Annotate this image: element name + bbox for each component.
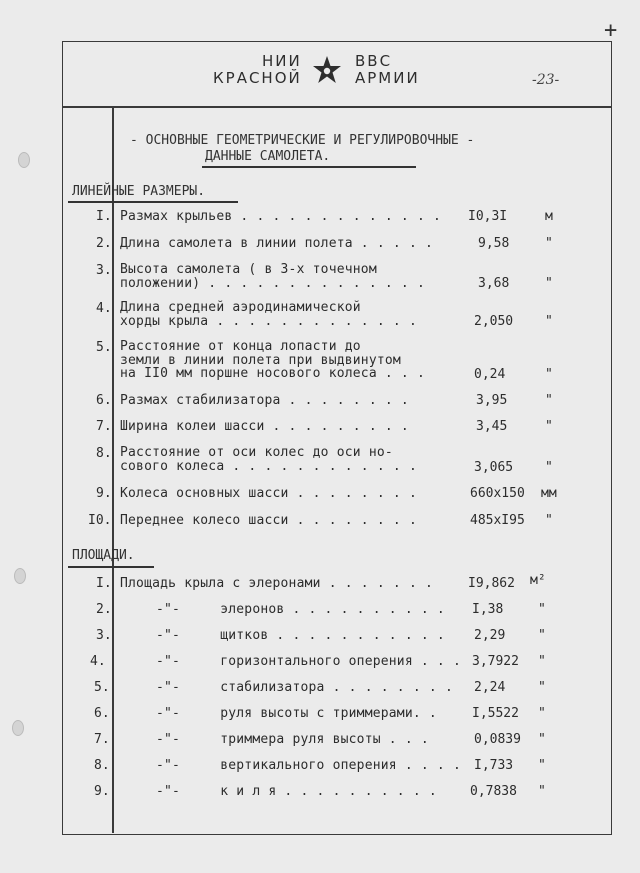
row-unit: ": [538, 628, 546, 643]
row-number: 5.: [96, 340, 112, 355]
row-value: 0,0839: [474, 732, 521, 747]
row-text: Размах стабилизатора . . . . . . . .: [120, 393, 409, 408]
row-value: 3,065: [474, 460, 514, 475]
row-unit: ": [538, 654, 546, 669]
section-heading-linear: ЛИНЕЙНЫЕ РАЗМЕРЫ.: [72, 184, 206, 199]
title-line-1: - ОСНОВНЫЕ ГЕОМЕТРИЧЕСКИЕ И РЕГУЛИРОВОЧНЫЕ -: [130, 133, 475, 148]
row-value: 485хI95: [470, 513, 525, 528]
row-unit: ": [538, 680, 546, 695]
row-value: I,733: [474, 758, 514, 773]
row-value: I,5522: [472, 706, 519, 721]
row-text: Расстояние от оси колес до оси но- сового колеса . . . . . . . . . . . .: [120, 445, 417, 474]
header-divider: [62, 106, 611, 108]
row-text: Переднее колесо шасси . . . . . . . .: [120, 513, 417, 528]
row-number: 7.: [94, 732, 110, 747]
row-value: I9,862: [468, 576, 515, 591]
row-value: 2,050: [474, 314, 514, 329]
row-text: Ширина колеи шасси . . . . . . . . .: [120, 419, 409, 434]
page-number: -23-: [532, 72, 560, 88]
red-army-star-icon: [312, 55, 342, 85]
row-unit: ": [545, 276, 553, 291]
row-text: -"- вертикального оперения . . . .: [156, 758, 462, 773]
row-number: 8.: [96, 446, 112, 461]
row-value: 0,24: [474, 367, 506, 382]
row-number: 9.: [96, 486, 112, 501]
row-text: -"- элеронов . . . . . . . . . .: [156, 602, 445, 617]
row-text: Расстояние от конца лопасти до земли в линии полета при выдвинутом на II0 мм поршне носового колеса . . .: [120, 339, 426, 381]
row-unit: ": [538, 602, 546, 617]
row-number: 6.: [94, 706, 110, 721]
row-unit: ": [538, 758, 546, 773]
row-unit: ": [545, 393, 553, 408]
row-text: -"- щитков . . . . . . . . . . .: [156, 628, 445, 643]
row-unit: мм: [541, 486, 557, 501]
row-text: Длина средней аэродинамической хорды крыла . . . . . . . . . . . . .: [120, 300, 417, 329]
row-value: 3,45: [476, 419, 508, 434]
row-number: 8.: [94, 758, 110, 773]
binder-hole: [18, 152, 30, 168]
row-text: Колеса основных шасси . . . . . . . .: [120, 486, 417, 501]
row-unit: м: [545, 209, 553, 224]
header-krasnoy: КРАСНОЙ: [213, 69, 302, 87]
left-margin-line: [112, 107, 114, 833]
row-unit: ": [538, 706, 546, 721]
row-value: 3,7922: [472, 654, 519, 669]
row-number: 3.: [96, 628, 112, 643]
row-text: -"- к и л я . . . . . . . . . .: [156, 784, 437, 799]
row-unit: ": [545, 419, 553, 434]
row-unit: ": [545, 367, 553, 382]
section-underline: [68, 201, 238, 203]
section-heading-areas: ПЛОЩАДИ.: [72, 548, 135, 563]
row-number: I.: [96, 576, 112, 591]
row-value: 2,29: [474, 628, 506, 643]
row-number: 2.: [96, 602, 112, 617]
row-text: -"- горизонтального оперения . . .: [156, 654, 462, 669]
row-value: 3,68: [478, 276, 510, 291]
row-number: 6.: [96, 393, 112, 408]
row-text: Высота самолета ( в 3-х точечном положении) . . . . . . . . . . . . . .: [120, 262, 426, 291]
row-unit: ": [545, 236, 553, 251]
row-text: Длина самолета в линии полета . . . . .: [120, 236, 434, 251]
section-underline: [68, 566, 154, 568]
row-unit: ": [538, 732, 546, 747]
row-number: I0.: [88, 513, 112, 528]
title-underline: [202, 166, 416, 168]
row-unit: ": [545, 460, 553, 475]
row-unit: ": [538, 784, 546, 799]
header-armii: АРМИИ: [355, 69, 420, 87]
row-value: 660х150: [470, 486, 525, 501]
title-line-2: ДАННЫЕ САМОЛЕТА.: [205, 149, 331, 164]
binder-hole: [14, 568, 26, 584]
row-unit: м²: [530, 573, 546, 588]
row-number: 4.: [90, 654, 106, 669]
header-vvs: ВВС: [355, 52, 393, 70]
row-value: 9,58: [478, 236, 510, 251]
row-number: 3.: [96, 263, 112, 278]
row-number: I.: [96, 209, 112, 224]
row-text: Размах крыльев . . . . . . . . . . . . .: [120, 209, 442, 224]
row-unit: ": [545, 314, 553, 329]
row-value: I,38: [472, 602, 504, 617]
row-text: -"- руля высоты с триммерами. .: [156, 706, 437, 721]
row-text: -"- стабилизатора . . . . . . . .: [156, 680, 453, 695]
header-nii: НИИ: [262, 52, 302, 70]
row-value: 0,7838: [470, 784, 517, 799]
binder-hole: [12, 720, 24, 736]
row-number: 9.: [94, 784, 110, 799]
corner-mark: +: [604, 18, 618, 43]
row-number: 5.: [94, 680, 110, 695]
row-value: I0,3I: [468, 209, 508, 224]
row-number: 7.: [96, 419, 112, 434]
row-unit: ": [545, 513, 553, 528]
row-number: 4.: [96, 301, 112, 316]
row-value: 3,95: [476, 393, 508, 408]
row-text: Площадь крыла с элеронами . . . . . . .: [120, 576, 434, 591]
row-number: 2.: [96, 236, 112, 251]
row-text: -"- триммера руля высоты . . .: [156, 732, 429, 747]
row-value: 2,24: [474, 680, 506, 695]
